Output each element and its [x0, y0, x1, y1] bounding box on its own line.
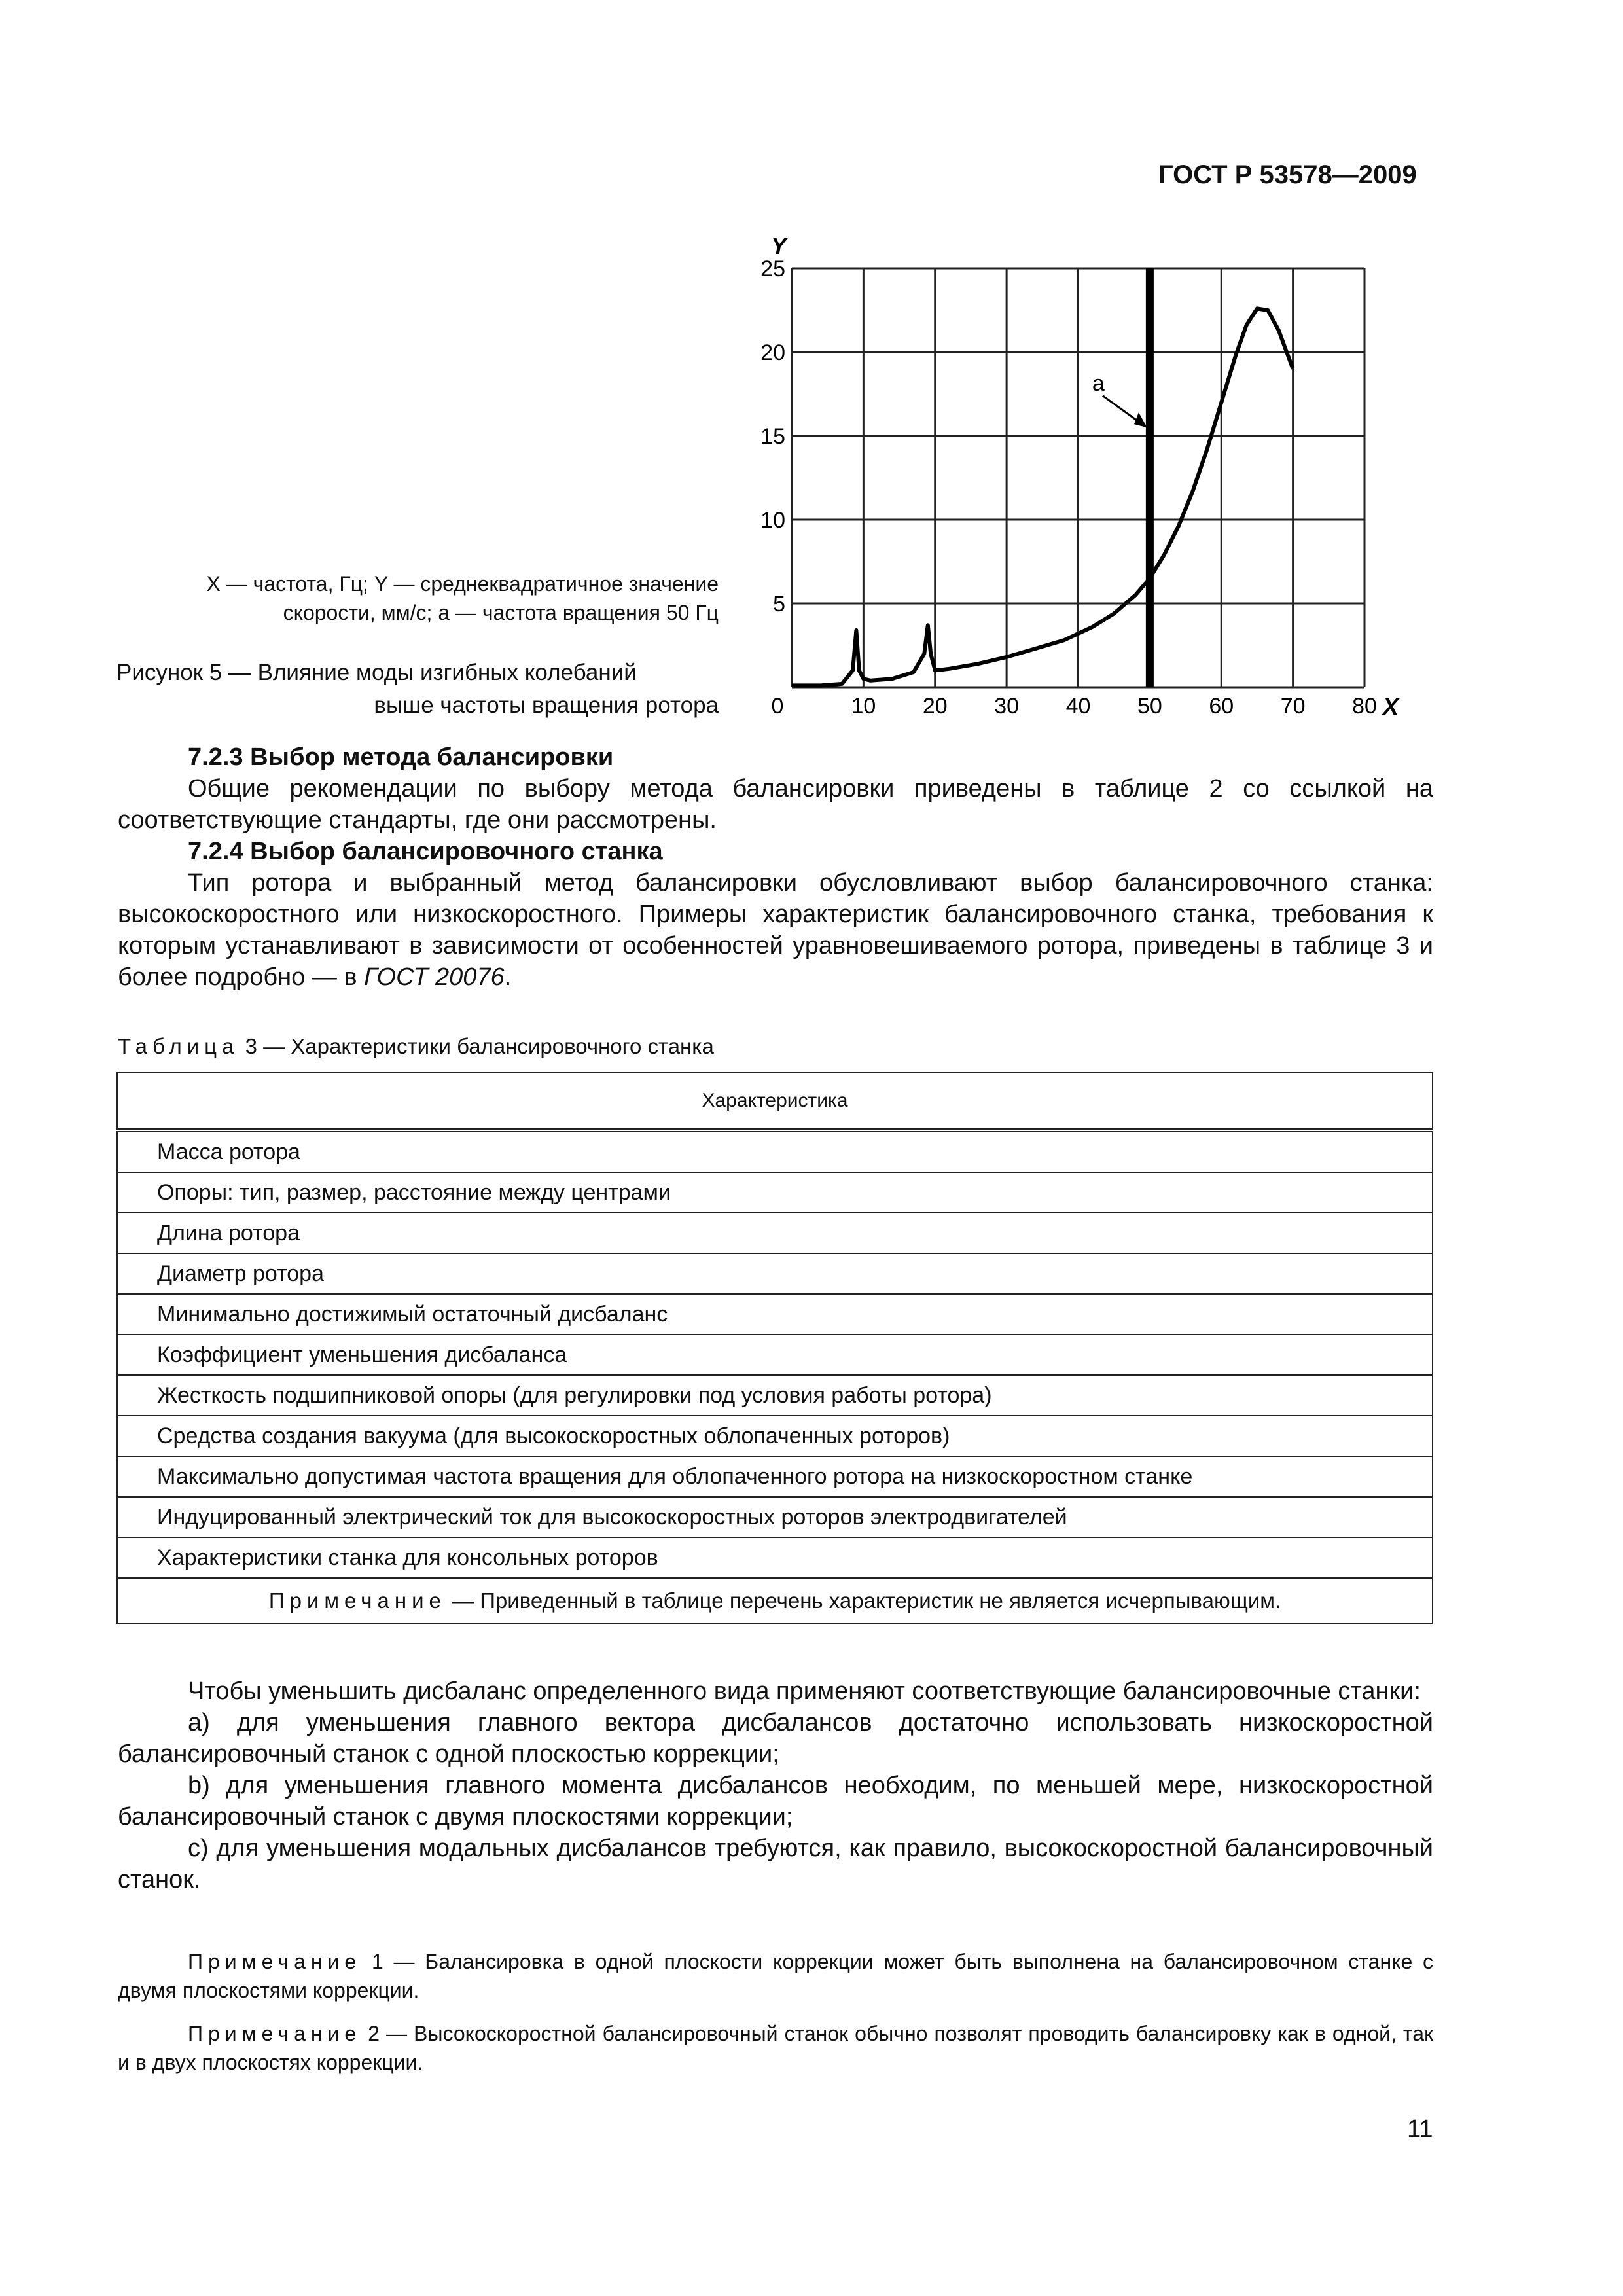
table-row: Масса ротора — [117, 1130, 1433, 1172]
y-tick-label: 5 — [773, 592, 785, 617]
table-3-title — [118, 1034, 714, 1059]
y-axis-label: Y — [770, 232, 787, 259]
y-tick-label: 10 — [760, 508, 785, 533]
y-tick-label: 25 — [760, 257, 785, 281]
table-row: Жесткость подшипниковой опоры (для регулировки под условия работы ротора) — [117, 1375, 1433, 1416]
table-title-text: 3 — Характеристики балансировочного станка — [245, 1034, 714, 1058]
table-row: Характеристики станка для консольных роторов — [117, 1537, 1433, 1578]
figure-legend-text: X — частота, Гц; Y — среднеквадратичное значение скорости, мм/с; a — частота вращения 50 Гц — [206, 572, 719, 624]
table-header-cell: Характеристика — [117, 1073, 1433, 1130]
page-number: 11 — [1407, 2115, 1433, 2143]
gost-reference-link[interactable]: ГОСТ 20076 — [364, 963, 505, 991]
series-line — [792, 308, 1293, 685]
table-row: Длина ротора — [117, 1213, 1433, 1253]
list-item-c: c) для уменьшения модальных дисбалансов требуются, как правило, высокоскоростной балансировочный станок. — [118, 1835, 1433, 1893]
figure-legend — [116, 569, 719, 627]
marker-label-a: a — [1092, 370, 1105, 396]
note-2-label: Примечание — [188, 2022, 362, 2045]
list-item-a: а) для уменьшения главного вектора дисбалансов достаточно использовать низкоскоростной балансировочный станок с одной плоскостью коррекции; — [118, 1709, 1433, 1768]
table-row: Минимально достижимый остаточный дисбаланс — [117, 1294, 1433, 1335]
x-tick-label: 80 — [1352, 694, 1377, 719]
table-row: Диаметр ротора — [117, 1253, 1433, 1294]
notes-block — [118, 1947, 1433, 2091]
table-row: Индуцированный электрический ток для высокоскоростных роторов электродвигателей — [117, 1497, 1433, 1537]
section-7-2-4-text — [118, 867, 1433, 993]
table-3 — [116, 1072, 1433, 1624]
x-tick-label: 0 — [771, 694, 784, 719]
table-note — [117, 1578, 1433, 1624]
x-tick-label: 70 — [1280, 694, 1306, 719]
marker-arrowhead — [1134, 412, 1147, 427]
table-note-text: — Приведенный в таблице перечень характеристик не является исчерпывающим. — [452, 1588, 1281, 1613]
table-row: Опоры: тип, размер, расстояние между центрами — [117, 1172, 1433, 1213]
figure-caption — [116, 656, 719, 722]
section-7-2-4-heading: 7.2.4 Выбор балансировочного станка — [188, 838, 663, 865]
note-1-label: Примечание — [188, 1950, 362, 1973]
section-7-2-4-text-end: . — [504, 963, 512, 991]
table-row: Коэффициент уменьшения дисбаланса — [117, 1335, 1433, 1375]
balancing-machine-list — [118, 1676, 1433, 1895]
figure-caption-line1: Рисунок 5 — Влияние моды изгибных колебаний — [116, 660, 637, 685]
note-1 — [118, 1947, 1433, 2005]
note-2 — [118, 2019, 1433, 2077]
x-tick-label: 20 — [922, 694, 948, 719]
chart-series — [792, 308, 1293, 685]
document-id: ГОСТ Р 53578—2009 — [1158, 160, 1417, 189]
note-1-text: 1 — Балансировка в одной плоскости коррекции может быть выполнена на балансировочном станке с двумя плоскостями коррекции. — [118, 1950, 1434, 2002]
figure-caption-line2: выше частоты вращения ротора — [374, 692, 719, 718]
section-7-2-4-text-main: Тип ротора и выбранный метод балансировки обусловливают выбор балансировочного станка: высокоскоростного или низкоскоростного. Примеры характеристик балансировочного станка, требования к которым устанавливают в зависимости от особенностей уравновешиваемого ротора, приведены в таблице 3 и более подробно — в — [118, 869, 1433, 991]
y-tick-label: 20 — [760, 340, 785, 365]
section-7-2-3-heading: 7.2.3 Выбор метода балансировки — [188, 744, 614, 771]
table-row: Средства создания вакуума (для высокоскоростных облопаченных роторов) — [117, 1416, 1433, 1456]
x-tick-label: 40 — [1065, 694, 1091, 719]
note-2-text: 2 — Высокоскоростной балансировочный станок обычно позволят проводить балансировку как в одной, так и в двух плоскостях коррекции. — [118, 2022, 1434, 2074]
table-note-label: Примечание — [268, 1588, 446, 1613]
table-label: Таблица — [118, 1034, 240, 1058]
table-row: Максимально допустимая частота вращения для облопаченного ротора на низкоскоростном станке — [117, 1456, 1433, 1497]
x-tick-label: 60 — [1209, 694, 1234, 719]
x-tick-label: 30 — [994, 694, 1020, 719]
x-tick-label: 50 — [1137, 694, 1162, 719]
section-7-2-3-text: Общие рекомендации по выбору метода балансировки приведены в таблице 2 со ссылкой на соответствующие стандарты, где они рассмотрены. — [118, 775, 1433, 834]
list-intro: Чтобы уменьшить дисбаланс определенного вида применяют соответствующие балансировочные станки: — [188, 1677, 1421, 1705]
x-axis-label: X — [1382, 693, 1399, 720]
list-item-b: b) для уменьшения главного момента дисбалансов необходим, по меньшей мере, низкоскоростной балансировочный станок с двумя плоскостями коррекции; — [118, 1772, 1433, 1831]
y-tick-label: 15 — [760, 424, 785, 449]
section-7-2-3 — [118, 742, 1433, 993]
figure-5-chart — [753, 226, 1414, 723]
chart-marker — [1092, 268, 1150, 687]
x-tick-label: 10 — [851, 694, 876, 719]
